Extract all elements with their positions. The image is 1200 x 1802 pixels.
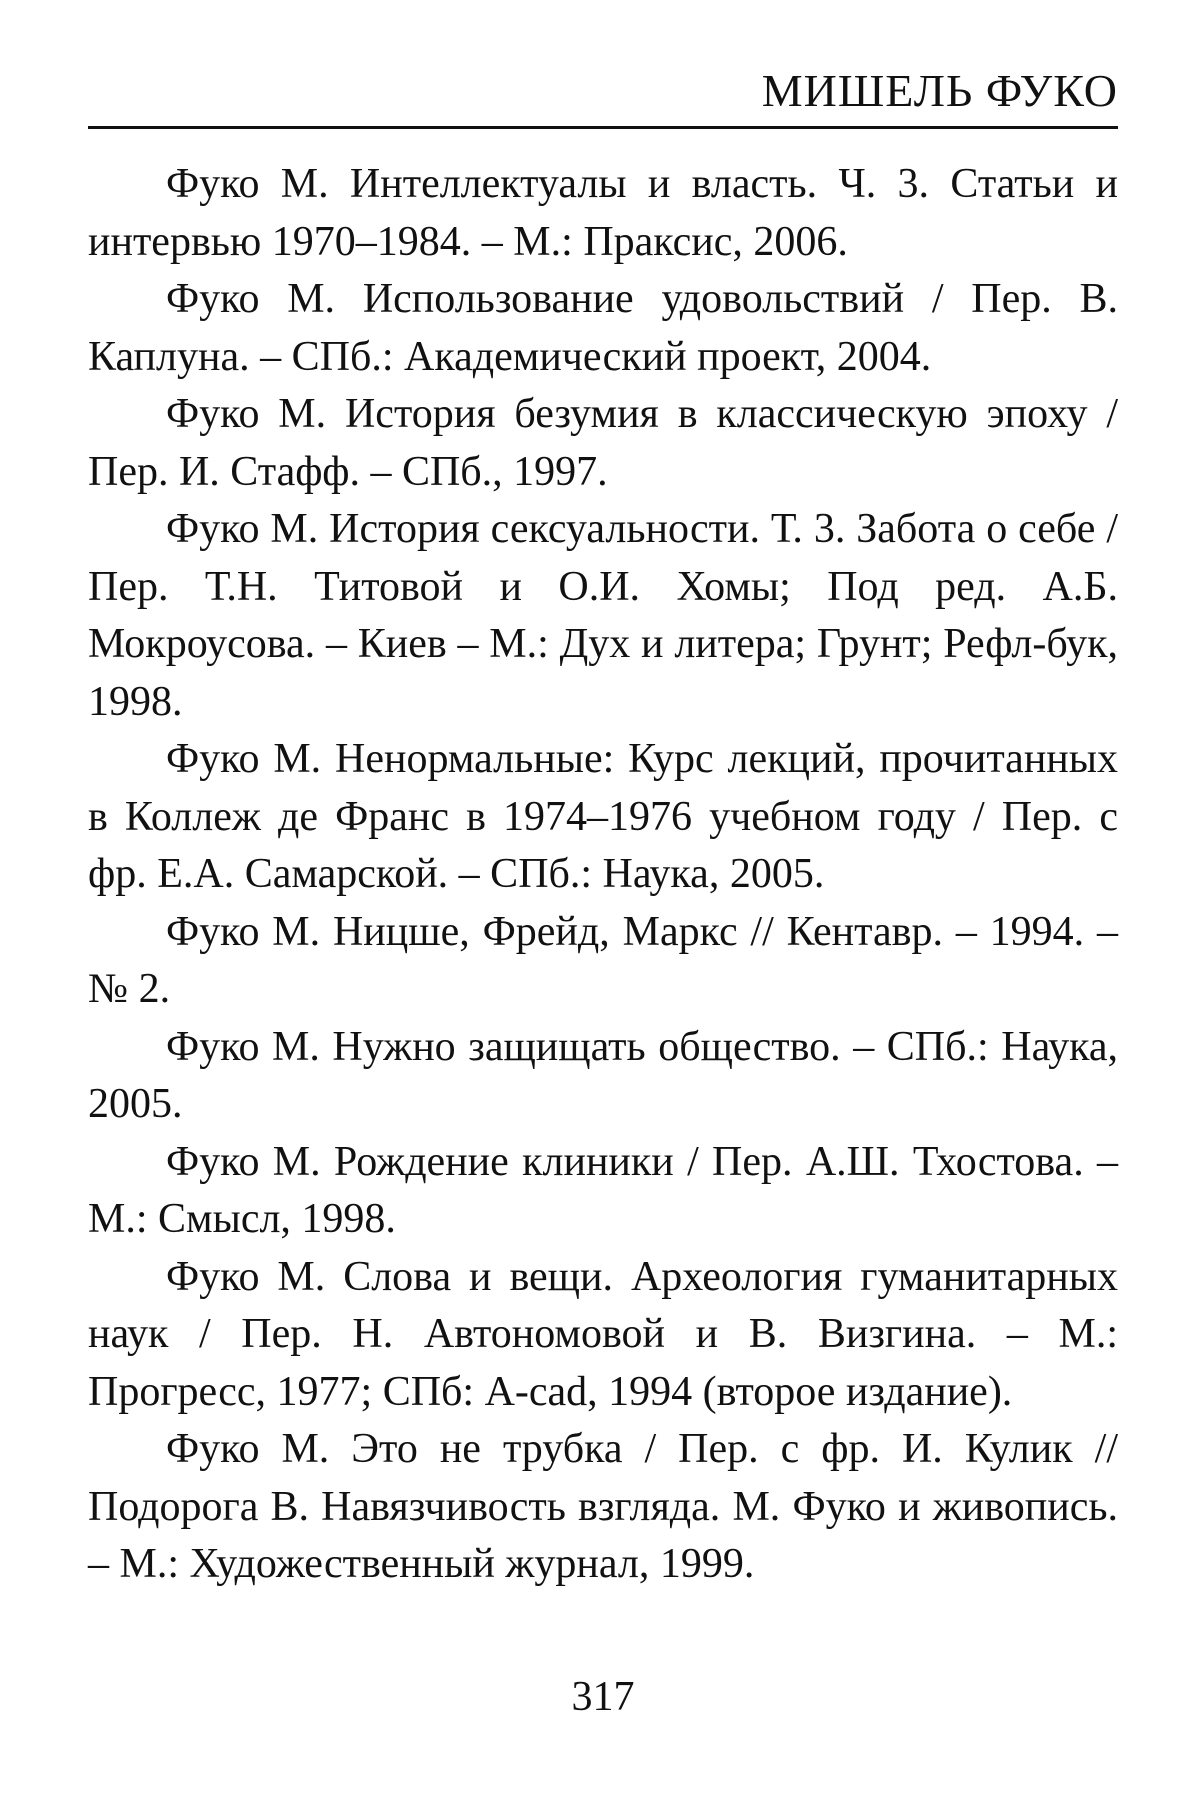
- bibliography-entry: Фуко М. Ненормальные: Курс лекций, прочитанных в Коллеж де Франс в 1974–1976 учебном году / Пер. с фр. Е.А. Самарской. – СПб.: Наука, 2005.: [88, 736, 1118, 897]
- book-page: [88, 60, 1118, 1780]
- bibliography-entry: Фуко М. Ницше, Фрейд, Маркс // Кентавр. – 1994. – № 2.: [88, 908, 1118, 1012]
- bibliography-entry: Фуко М. Нужно защищать общество. – СПб.: Наука, 2005.: [88, 1023, 1118, 1127]
- bibliography-entry: Фуко М. Интеллектуалы и власть. Ч. 3. Статьи и интервью 1970–1984. – М.: Праксис, 2006.: [88, 161, 1118, 265]
- bibliography-entry: Фуко М. Это не трубка / Пер. с фр. И. Кулик // Подорога В. Навязчивость взгляда. М. Фуко и живопись. – М.: Художественный журнал, 1999.: [88, 1426, 1118, 1587]
- bibliography-list: [88, 156, 1118, 1594]
- bibliography-entry: Фуко М. Слова и вещи. Археология гуманитарных наук / Пер. Н. Автономовой и В. Визгина. – М.: Прогресс, 1977; СПб: A-cad, 1994 (второе издание).: [88, 1253, 1118, 1415]
- bibliography-entry: Фуко М. Использование удовольствий / Пер. В. Каплуна. – СПб.: Академический проект, 2004.: [88, 276, 1118, 380]
- running-title: МИШЕЛЬ ФУКО: [761, 65, 1118, 116]
- header-rule: [88, 126, 1118, 129]
- bibliography-entry: Фуко М. История сексуальности. Т. 3. Забота о себе / Пер. Т.Н. Титовой и О.И. Хомы; Под ред. А.Б. Мокроусова. – Киев – М.: Дух и литера; Грунт; Рефл-бук, 1998.: [88, 506, 1118, 725]
- bibliography-entry: Фуко М. История безумия в классическую эпоху / Пер. И. Стафф. – СПб., 1997.: [88, 391, 1118, 495]
- page-number: 317: [571, 1674, 635, 1720]
- bibliography-entry: Фуко М. Рождение клиники / Пер. А.Ш. Тхостова. – М.: Смысл, 1998.: [88, 1138, 1118, 1242]
